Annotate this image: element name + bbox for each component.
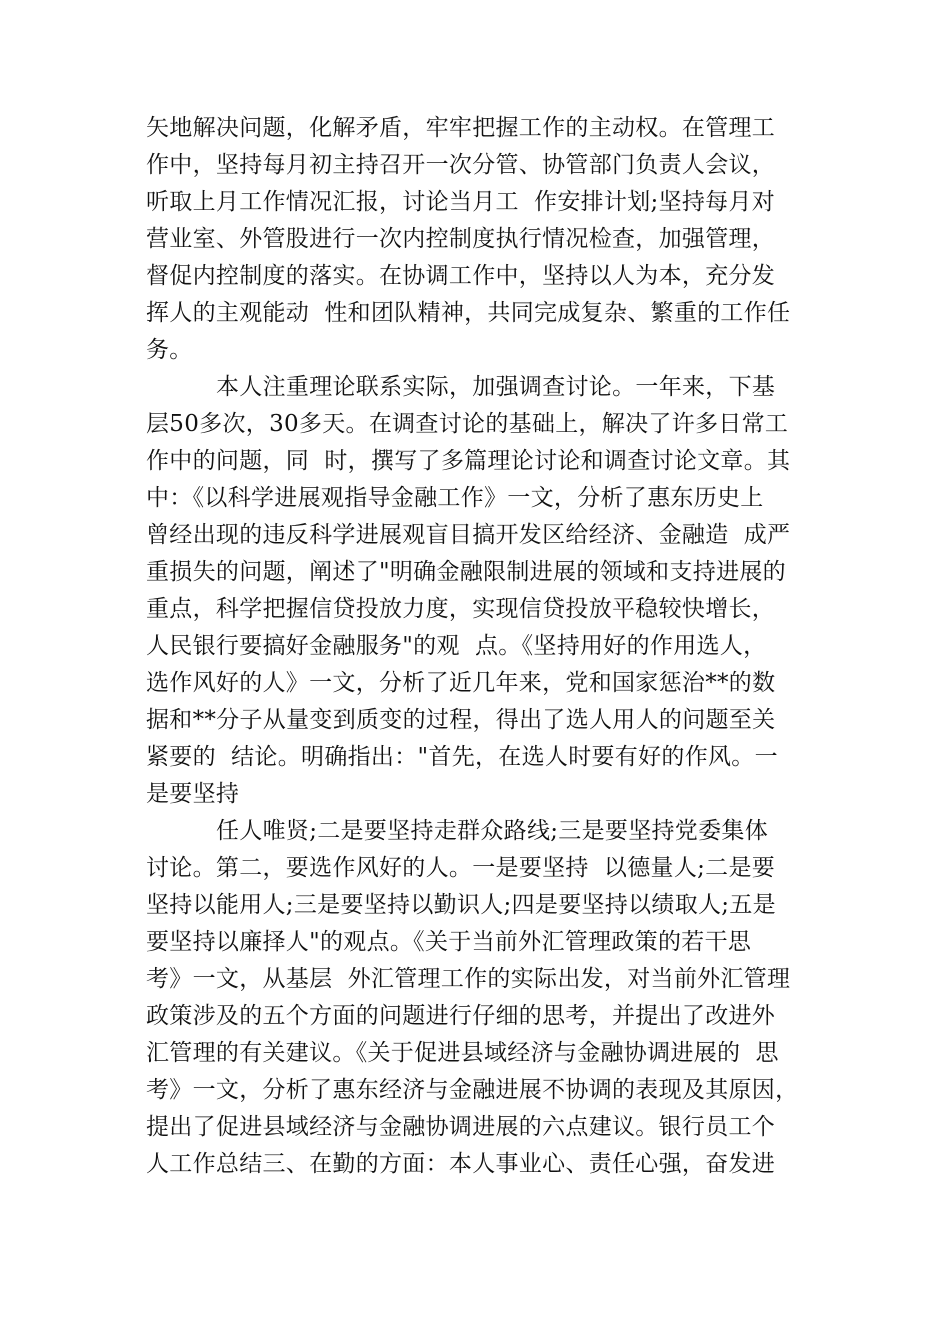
text-line: 任人唯贤;二是要坚持走群众路线;三是要坚持党委集体 xyxy=(216,818,768,844)
text-line: 讨论。第二，要选作风好的人。一是要坚持 以德量人;二是要 xyxy=(146,855,776,881)
text-line: 汇管理的有关建议。《关于促进县域经济与金融协调进展的 思 xyxy=(146,1040,779,1066)
text-line: 中：《以科学进展观指导金融工作》一文，分析了惠东历史上 xyxy=(146,485,764,511)
text-line: 本人注重理论联系实际，加强调查讨论。一年来，下基 xyxy=(216,374,776,400)
text-line: 提出了促进县域经济与金融协调进展的六点建议。银行员工个 xyxy=(146,1114,776,1140)
text-line: 作中，坚持每月初主持召开一次分管、协管部门负责人会议， xyxy=(146,152,776,178)
text-line: 督促内控制度的落实。在协调工作中，坚持以人为本，充分发 xyxy=(146,263,776,289)
text-line: 重损失的问题，阐述了"明确金融限制进展的领域和支持进展的 xyxy=(146,559,786,585)
document-body xyxy=(146,110,806,1183)
text-line: 层50多次，30多天。在调查讨论的基础上，解决了许多日常工 xyxy=(146,411,789,437)
text-line: 据和**分子从量变到质变的过程，得出了选人用人的问题至关 xyxy=(146,707,776,733)
paragraph xyxy=(146,110,806,369)
text-line: 要坚持以廉择人"的观点。《关于当前外汇管理政策的若干思 xyxy=(146,929,752,955)
text-line: 曾经出现的违反科学进展观盲目搞开发区给经济、金融造 成严 xyxy=(146,522,791,548)
text-line: 选作风好的人》一文，分析了近几年来，党和国家惩治**的数 xyxy=(146,670,776,696)
text-line: 挥人的主观能动 性和团队精神，共同完成复杂、繁重的工作任 xyxy=(146,300,791,326)
text-line: 营业室、外管股进行一次内控制度执行情况检查，加强管理， xyxy=(146,226,776,252)
text-line: 考》一文，分析了惠东经济与金融进展不协调的表现及其原因， xyxy=(146,1077,799,1103)
text-line: 人工作总结三、在勤的方面：本人事业心、责任心强，奋发进 xyxy=(146,1151,776,1177)
text-line: 紧要的 结论。明确指出："首先，在选人时要有好的作风。一 xyxy=(146,744,778,770)
text-line: 听取上月工作情况汇报，讨论当月工 作安排计划;坚持每月对 xyxy=(146,189,776,215)
text-line: 考》一文，从基层 外汇管理工作的实际出发，对当前外汇管理 xyxy=(146,966,791,992)
text-line: 人民银行要搞好金融服务"的观 点。《坚持用好的作用选人， xyxy=(146,633,767,659)
text-line: 矢地解决问题，化解矛盾，牢牢把握工作的主动权。在管理工 xyxy=(146,115,776,141)
text-line: 坚持以能用人;三是要坚持以勤识人;四是要坚持以绩取人;五是 xyxy=(146,892,776,918)
text-line: 政策涉及的五个方面的问题进行仔细的思考，并提出了改进外 xyxy=(146,1003,776,1029)
text-line: 重点，科学把握信贷投放力度，实现信贷投放平稳较快增长， xyxy=(146,596,776,622)
text-line: 务。 xyxy=(146,337,193,363)
paragraph xyxy=(146,813,806,1183)
text-line: 是要坚持 xyxy=(146,781,240,807)
text-line: 作中的问题，同 时，撰写了多篇理论讨论和调查讨论文章。其 xyxy=(146,448,791,474)
paragraph xyxy=(146,369,806,813)
